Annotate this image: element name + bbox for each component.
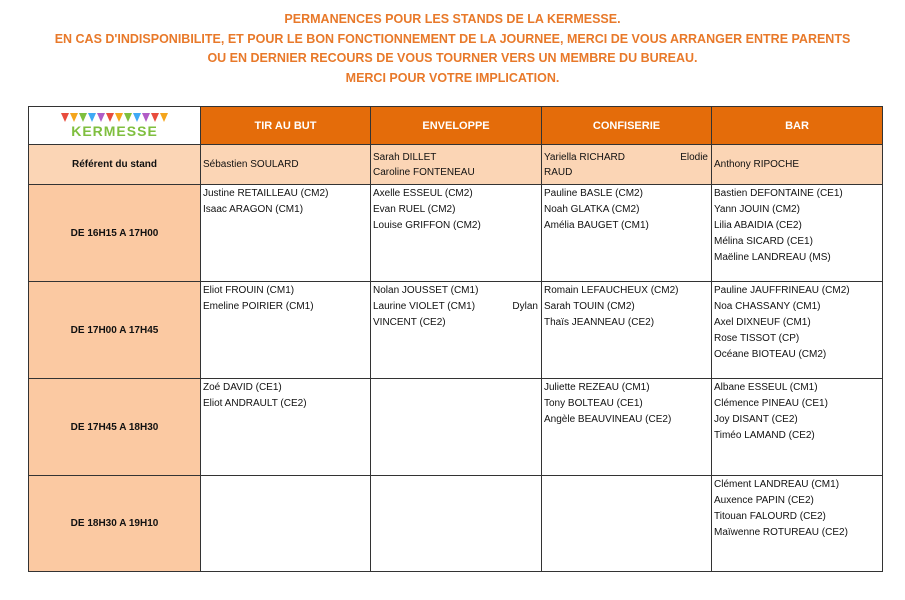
slot-cell: Bastien DEFONTAINE (CE1) Yann JOUIN (CM2) Lilia ABAIDIA (CE2) Mélina SICARD (CE1) Maëline LANDREAU (MS) — [712, 185, 883, 282]
slot-cell — [542, 476, 712, 572]
slot-label: DE 17H45 A 18H30 — [29, 379, 201, 476]
referent-bar: Anthony RIPOCHE — [712, 145, 883, 185]
slot-cell: Clément LANDREAU (CM1) Auxence PAPIN (CE2) Titouan FALOURD (CE2) Maïwenne ROTUREAU (CE2) — [712, 476, 883, 572]
slot-cell: Pauline JAUFFRINEAU (CM2) Noa CHASSANY (CM1) Axel DIXNEUF (CM1) Rose TISSOT (CP) Océane BIOTEAU (CM2) — [712, 282, 883, 379]
slot-label: DE 17H00 A 17H45 — [29, 282, 201, 379]
flag-icon — [142, 113, 150, 122]
flag-icon — [115, 113, 123, 122]
page-header — [0, 10, 905, 88]
slot-cell — [371, 379, 542, 476]
logo-text: KERMESSE — [71, 122, 158, 139]
slot-cell — [371, 476, 542, 572]
referent-tir: Sébastien SOULARD — [201, 145, 371, 185]
stand-header-row — [29, 107, 883, 145]
schedule-table — [28, 106, 883, 572]
flag-icon — [88, 113, 96, 122]
slot-row-2 — [29, 282, 883, 379]
slot-cell: Eliot FROUIN (CM1) Emeline POIRIER (CM1) — [201, 282, 371, 379]
referent-enveloppe: Sarah DILLET Caroline FONTENEAU — [371, 145, 542, 185]
slot-label: DE 16H15 A 17H00 — [29, 185, 201, 282]
slot-cell: Zoé DAVID (CE1) Eliot ANDRAULT (CE2) — [201, 379, 371, 476]
stand-bar: BAR — [712, 107, 883, 145]
header-line-3: OU EN DERNIER RECOURS DE VOUS TOURNER VERS UN MEMBRE DU BUREAU. — [207, 51, 698, 65]
slot-label: DE 18H30 A 19H10 — [29, 476, 201, 572]
flag-icon — [61, 113, 69, 122]
header-line-4: MERCI POUR VOTRE IMPLICATION. — [345, 70, 560, 85]
slot-cell: Albane ESSEUL (CM1) Clémence PINEAU (CE1) Joy DISANT (CE2) Timéo LAMAND (CE2) — [712, 379, 883, 476]
referent-confiserie: Yariella RICHARD Elodie RAUD — [542, 145, 712, 185]
slot-row-4 — [29, 476, 883, 572]
referent-row — [29, 145, 883, 185]
flag-icon — [151, 113, 159, 122]
stand-enveloppe: ENVELOPPE — [371, 107, 542, 145]
stand-confiserie: CONFISERIE — [542, 107, 712, 145]
slot-cell: Romain LEFAUCHEUX (CM2) Sarah TOUIN (CM2) Thaïs JEANNEAU (CE2) — [542, 282, 712, 379]
flag-icon — [106, 113, 114, 122]
header-line-2: EN CAS D'INDISPONIBILITE, ET POUR LE BON FONCTIONNEMENT DE LA JOURNEE, MERCI DE VOUS ARRANGER ENTRE PARENTS — [54, 31, 851, 46]
referent-label: Référent du stand — [29, 145, 201, 185]
header-line-1: PERMANENCES POUR LES STANDS DE LA KERMESSE. — [284, 12, 621, 26]
slot-cell: Justine RETAILLEAU (CM2) Isaac ARAGON (CM1) — [201, 185, 371, 282]
flag-icon — [133, 113, 141, 122]
kermesse-logo — [29, 107, 201, 145]
slot-row-1 — [29, 185, 883, 282]
bunting-flags-icon — [61, 113, 168, 122]
slot-row-3 — [29, 379, 883, 476]
flag-icon — [97, 113, 105, 122]
flag-icon — [124, 113, 132, 122]
stand-tir-au-but: TIR AU BUT — [201, 107, 371, 145]
slot-cell — [201, 476, 371, 572]
slot-cell: Juliette REZEAU (CM1) Tony BOLTEAU (CE1) Angèle BEAUVINEAU (CE2) — [542, 379, 712, 476]
slot-cell: Pauline BASLE (CM2) Noah GLATKA (CM2) Amélia BAUGET (CM1) — [542, 185, 712, 282]
flag-icon — [160, 113, 168, 122]
flag-icon — [70, 113, 78, 122]
flag-icon — [79, 113, 87, 122]
slot-cell: Axelle ESSEUL (CM2) Evan RUEL (CM2) Louise GRIFFON (CM2) — [371, 185, 542, 282]
slot-cell: Nolan JOUSSET (CM1) Laurine VIOLET (CM1) Dylan VINCENT (CE2) — [371, 282, 542, 379]
